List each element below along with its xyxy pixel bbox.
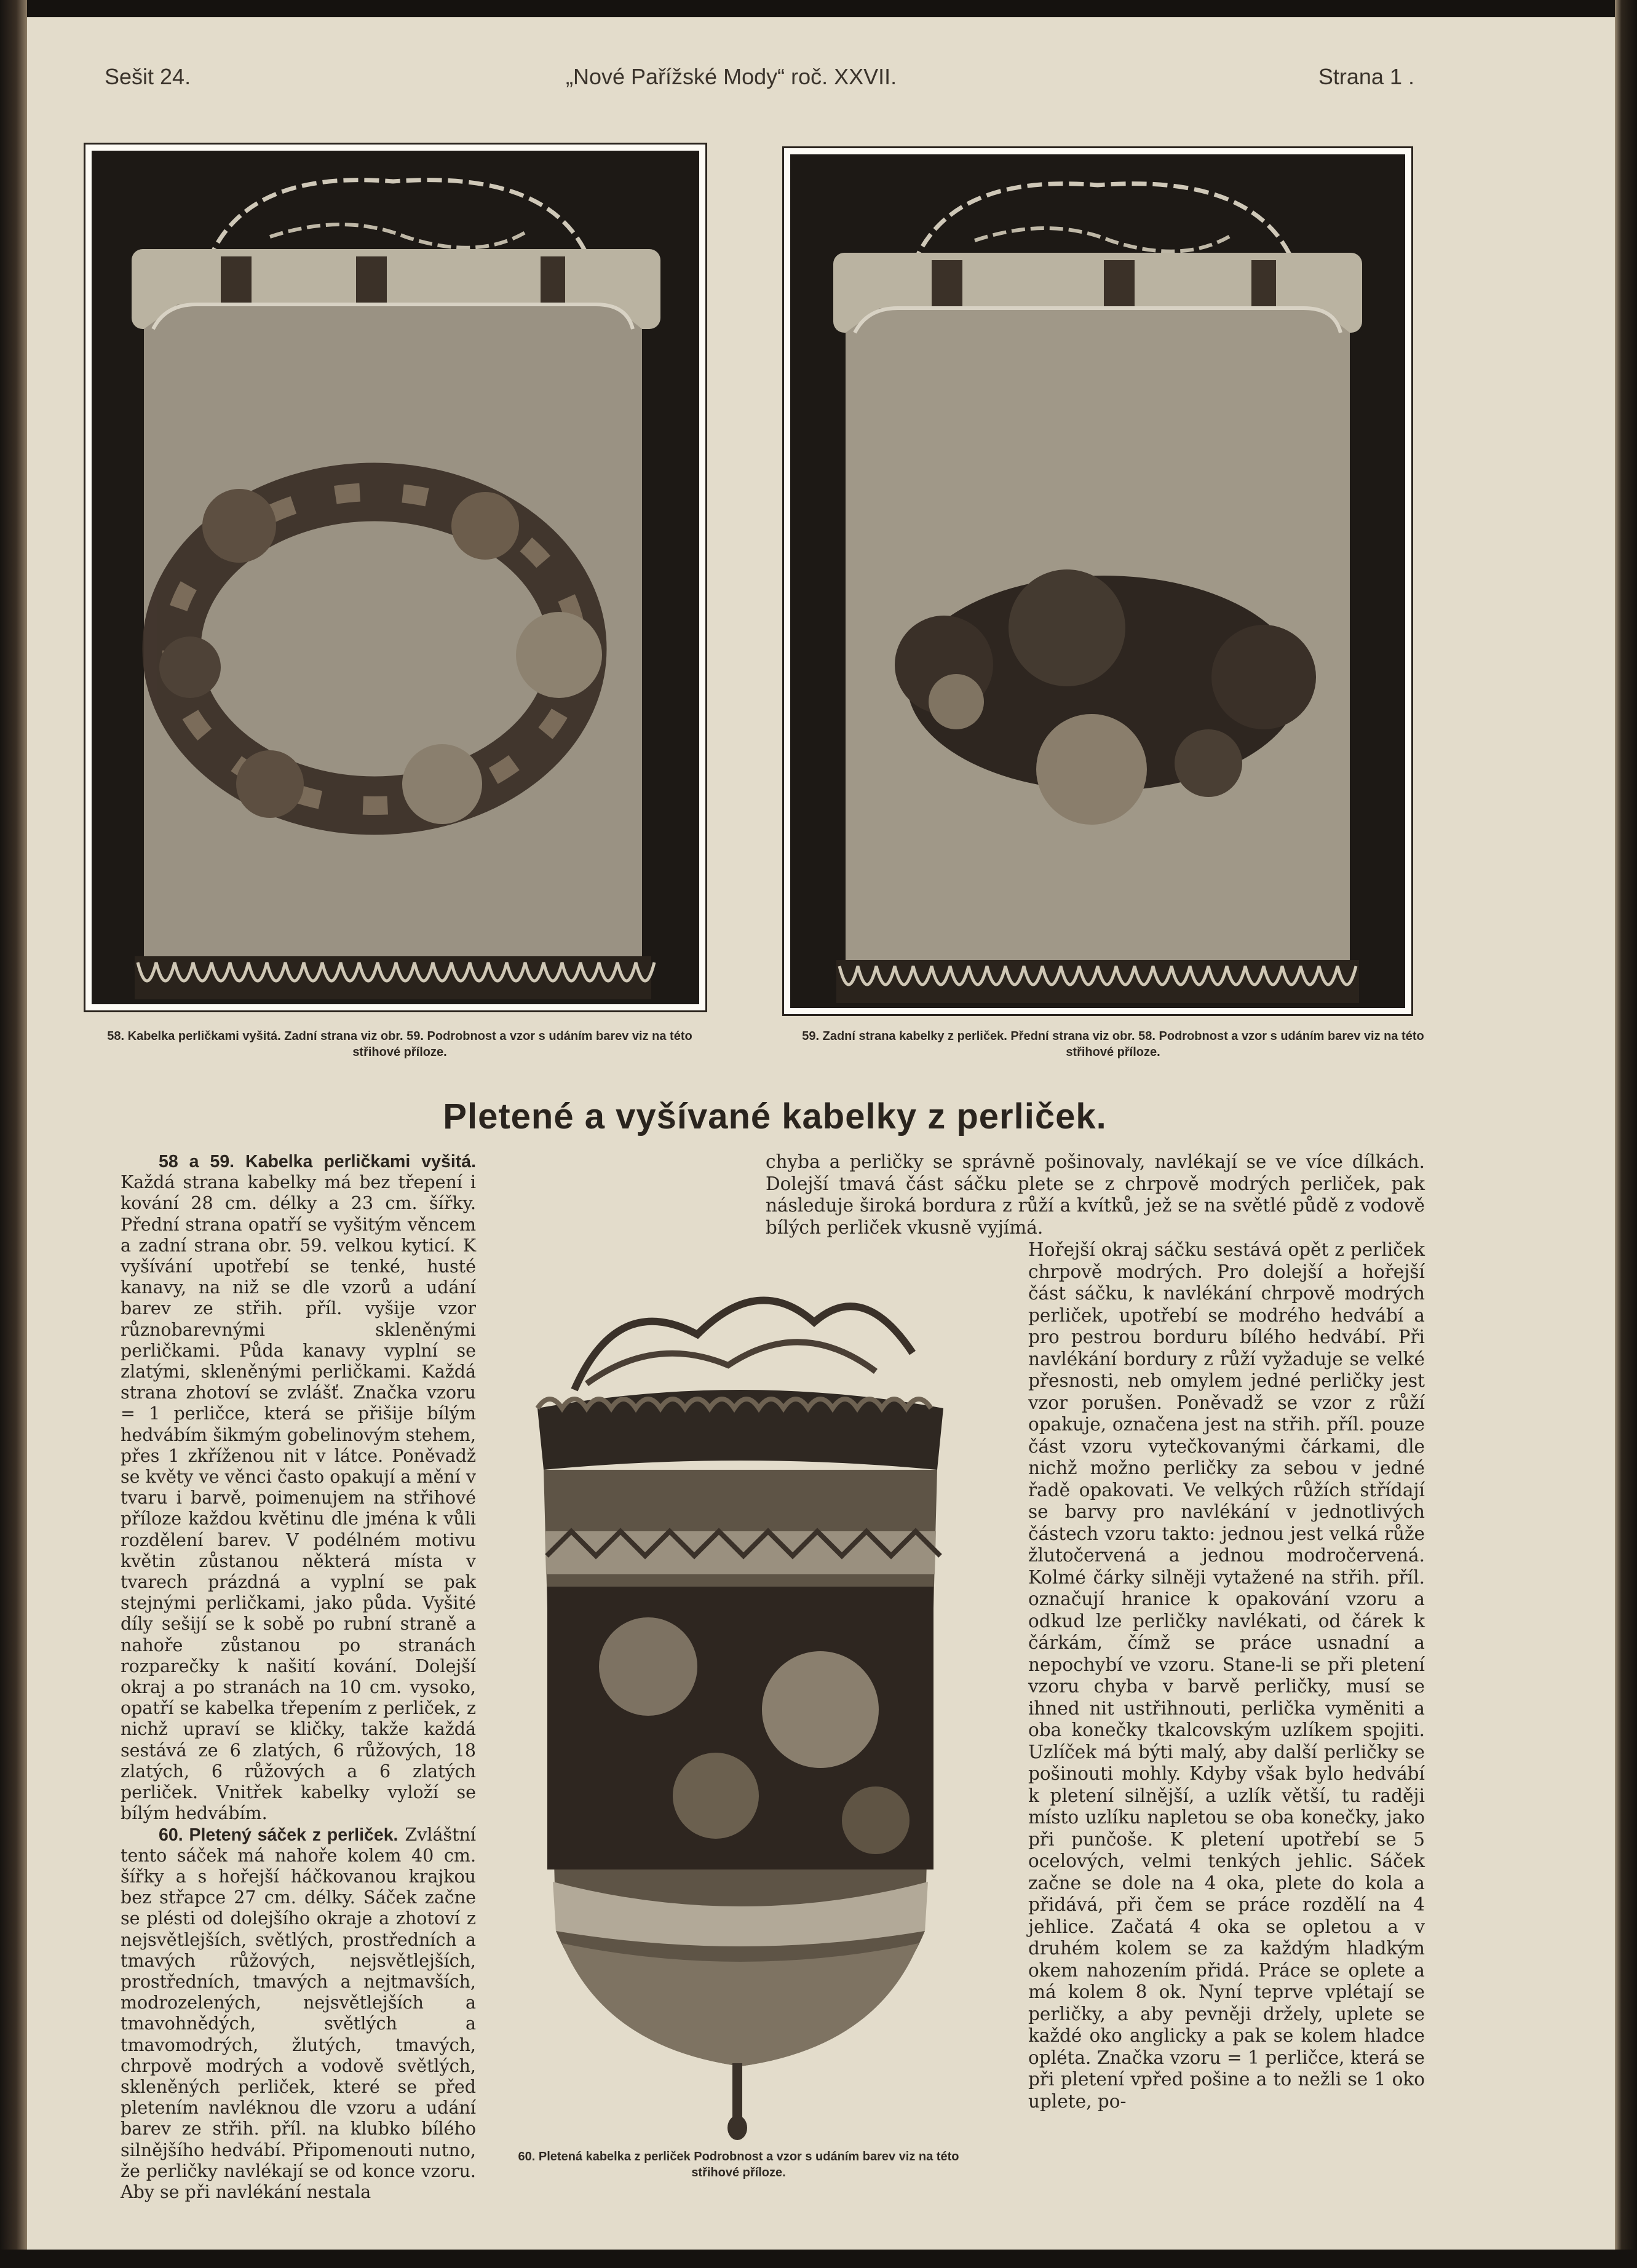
figure-59-caption: 59. Zadní strana kabelky z perliček. Přední strana viz obr. 58. Podrobnost a vzor s udáním barev viz na této střihové příloze. [802, 1029, 1424, 1059]
figure-58-plate [84, 143, 707, 1012]
beaded-bag-bouquet-illustration [784, 148, 1411, 1014]
running-header [105, 64, 1414, 101]
figure-60-plate [494, 1267, 980, 2140]
article-column-right [1028, 1239, 1425, 2112]
bead-fringe [135, 956, 654, 999]
page-number: Strana 1 . [1318, 64, 1414, 89]
bead-fringe [836, 960, 1359, 1003]
journal-title: „Nové Pařížské Mody“ roč. XXVII. [566, 64, 897, 89]
section-58-59-text: Každá strana kabelky má bez třepení i kování 28 cm. délky a 23 cm. šířky. Přední strana opatří se vyšitým věncem a zadní strana obr. 59. velkou kyticí. K vyšívání upotřebí se tenké, husté kanavy, na niž se dle vzorů a udání barev ze střih. příl. vyšije vzor různobarevnými skleněnými perličkami. Půda kanavy vyplní se zlatými, skleněnými perličkami. Každá strana zhotoví se zvlášť. Značka vzoru = 1 perličce, která se přišije bílým hedvábím šikmým gobelinovým stehem, přes 1 zkříženou nit v látce. Poněvadž se květy ve věnci často opakují a mění v tvaru i barvě, poimenujem na střihové příloze každou květinu dle jména k vůli rozdělení barev. V podélném motivu květin zůstanou některá místa v tvarech prázdná a vyplní se pak stejnými perličkami, jako půda. Vyšité díly sešijí se k sobě po rubní straně a nahoře zůstanou po stranách rozparečky k našití kování. Dolejší okraj a po stranách na 10 cm. vysoko, opatří se kabelka třepením z perliček, z nichž upraví se kličky, takže každá sestává ze 6 zlatých, 6 růžových, 18 zlatých, 6 růžových a 6 zlatých perliček. Vnitřek kabelky vyloží se bílým hedvábím. [121, 1172, 476, 1824]
section-60-continued: Hořejší okraj sáčku sestává opět z perliček chrpově modrých. Pro dolejší a hořejší část sáčku, k navlékání chrpově modrých perliček, upotřebí se modrého hedvábí a pro pestrou borduru bílého hedvábí. Při navlékání bordury z růží vyžaduje se velké přesnosti, neb omylem jedné perličky jest vzor porušen. Poněvadž se vzor z růží opakuje, označena jest na střih. příl. pouze část vzoru vytečkovanými čárkami, dle nichž možno perličky za sebou v jedné řadě opakovati. Ve velkých růžích střídají se barvy pro navlékání v jednotlivých částech vzoru takto: jednou jest velká růže žlutočervená a jednou modročervená. Kolmé čárky silněji vytažené na střih. příl. označují hranice k opakování vzoru a odkud lze perličky navlékati, od čárek k čárkám, čímž se práce usnadní a nepochybí ve vzoru. Stane-li se při pletení vzoru chyba v barvě perličky, musí se ihned nit ustřihnouti, perlička vyměniti a oba konečky tkalcovským uzlíkem spojiti. Uzlíček má býti malý, aby další perličky se pošinouti mohly. Kdyby však bylo hedvábí k pletení silnější, a uzlík větší, tu raději místo uzlíku napletou se oba konečky, jako při punčoše. K pletení upotřebí se 5 ocelových, velmi tenkých jehlic. Sáček začne se dole na 4 oka, plete do kola a přidává, při čem se práce rozdělí na 4 jehlice. Začatá 4 oka se opletou a v druhém kolem se za každým hladkým okem nahozením přidá. Práce se oplete a má kolem 8 ok. Nyní teprve vplétají se perličky, a aby pevněji držely, uplete se každé oko anglicky a pak se kolem hladce opléta. Značka vzoru = 1 perličce, která se při pletení vpřed pošine a to nežli se 1 oko uplete, po- [1028, 1239, 1425, 2112]
knitted-bead-pouch-illustration [494, 1267, 980, 2140]
figure-59-plate [782, 146, 1413, 1016]
issue-number: Sešit 24. [105, 64, 191, 89]
article-column-right-top [766, 1151, 1425, 1239]
section-60-continued-top: chyba a perličky se správně pošinovaly, navlékají se ve více dílkách. Dolejší tmavá část sáčku plete se z chrpově modrých perliček, pak následuje široká bordura z růží a kvítků, jež se na světlé půdě z vodově bílých perliček vkusně vyjímá. [766, 1151, 1425, 1238]
section-58-59-heading: 58 a 59. Kabelka perličkami vyšitá. [159, 1152, 476, 1172]
section-60-heading: 60. Pletený sáček z perliček. [159, 1825, 398, 1845]
figure-60-caption: 60. Pletená kabelka z perliček Podrobnost a vzor s udáním barev viz na této střihové příloze. [518, 2150, 959, 2179]
section-60-text: Zvláštní tento sáček má nahoře kolem 40 cm. šířky a s hořejší háčkovanou krajkou bez střapce 27 cm. délky. Sáček začne se plésti od dolejšího okraje a zhotoví z nejsvětlejších, světlých, prostředních a tmavých růžových, nejsvětlejších, prostředních, tmavých a nejtmavších, modrozelených, nejsvětlejších a tmavohnědých, světlých a tmavomodrých, žlutých, tmavých, chrpově modrých a vodově světlých, skleněných perliček, které se před pletením navléknou dle vzoru a udání barev ze střih. příl. na klubko bílého silnějšího hedvábí. Připomenouti nutno, že perličky navlékají se od konce vzoru. Aby se při navlékání nestala [121, 1824, 476, 2202]
beaded-bag-wreath-illustration [85, 145, 705, 1010]
article-title: Pletené a vyšívané kabelky z perliček. [443, 1096, 1107, 1136]
figure-58-caption: 58. Kabelka perličkami vyšitá. Zadní strana viz obr. 59. Podrobnost a vzor s udáním barev viz na této střihové příloze. [107, 1029, 692, 1059]
